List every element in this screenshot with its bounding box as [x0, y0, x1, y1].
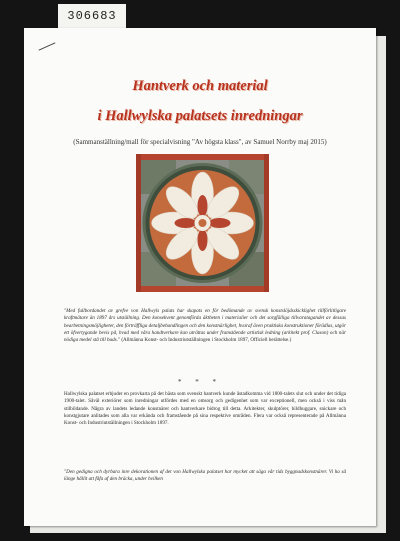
body-paragraph: Hallwylska palatset erbjuder en provkarta på det bästa som svenskt hantverk kunde åstadkomma vid 1800-talets slut och under det tidiga 1900-talet. Såväl exteriörer som inredningar utfördes med en omsorg och gedigenhet som var exceptionell, men också i viss mån stilbildande. Några av landets ledande konstnärer och hantverkare bidrog till detta. Arkitekter, skulptörer, bildhuggare, snickare och konstgjutare anlitades som alla var erkända och framstående på sina respektive områden. Flera var också representerade på Allmänna Konst- och Industriutställningen i Stockholm 1897. — [64, 391, 346, 427]
inventory-number: 306683 — [67, 9, 117, 23]
opening-quote-source: (Allmänna Konst- och Industriutställningen i Stockholm 1897, Officiell berättelse.) — [120, 337, 292, 344]
document-page — [24, 28, 376, 526]
marble-inlay-photo — [136, 154, 269, 292]
second-quote: "Den gedigna och dyrbara inre dekorationen af det von Hallwylska palatset har mycket att säga vår tids byggnadskonstnärer. Vi ha så länge hållit att fåfa af den bräcka, under hvilken — [64, 469, 346, 483]
marble-inlay-illustration — [136, 154, 269, 292]
section-separator: * * * — [178, 378, 222, 386]
document-title-line-2: i Hallwylska palatsets inredningar — [97, 108, 303, 124]
opening-quote — [64, 308, 346, 344]
document-subtitle: (Sammanställning/mall för specialvisning "Av högsta klass", av Samuel Norrby maj 2015) — [73, 138, 327, 146]
opening-quote-text: "Med fullbordandet av grefve von Hallwyls palats har skapats en för bedömande av svensk konstslöjdsskicklighet tillförlitligare kraftmätare än 1897 års utställning. Den konsekvent genomförda äktheten i materialier och det sorgfälliga tillvaratagandet av dessas bearbetningsmöjligheter, den förträffliga detaljbehandlingen och den konstnärlighet, hvaraf även praktiska konstruktioner förädlas, utgör ett öfvertygande bevis på, hvad med våra handtverkare kan uträttas under framstående artistisk ledning (arkitekt prof. Clason) och när nödiga medel stå till buds." — [64, 308, 346, 344]
pen-mark — [39, 42, 56, 50]
inventory-number-label — [58, 4, 126, 28]
document-title-line-1: Hantverk och material — [132, 78, 268, 94]
